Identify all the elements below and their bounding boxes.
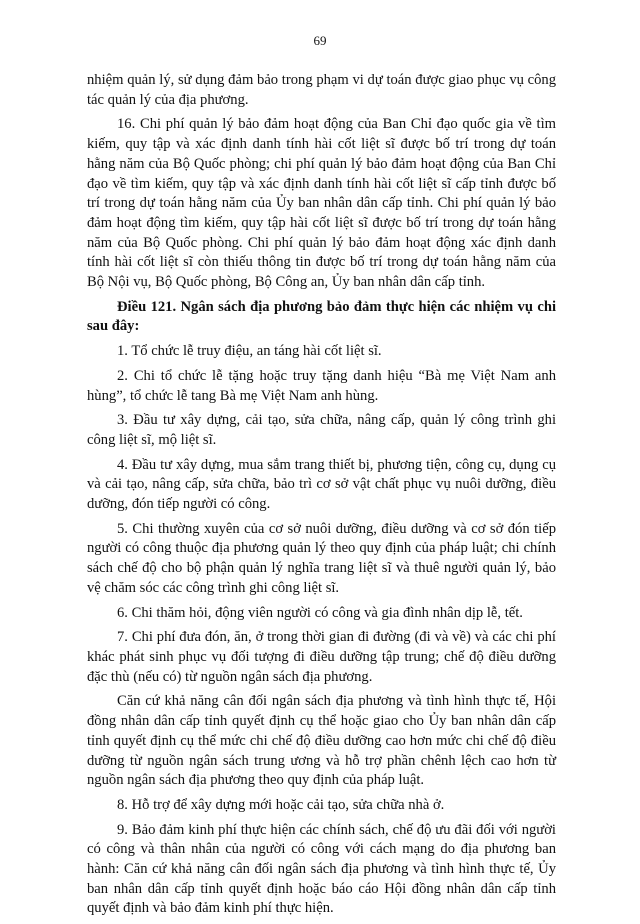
paragraph: 8. Hỗ trợ để xây dựng mới hoặc cải tạo, sửa chữa nhà ở.	[117, 796, 445, 813]
paragraph: 4. Đầu tư xây dựng, mua sắm trang thiết bị, phương tiện, công cụ, dụng cụ và cải tạo, nâng cấp, sửa chữa, bảo trì cơ sở vật chất phục vụ nuôi dưỡng, điều dưỡng, đón tiếp người có công.	[87, 456, 556, 513]
page-number: 69	[313, 33, 327, 48]
paragraph: 16. Chi phí quản lý bảo đảm hoạt động của Ban Chỉ đạo quốc gia về tìm kiếm, quy tập và xác định danh tính hài cốt liệt sĩ được bố trí trong dự toán hằng năm của Bộ Quốc phòng; chi phí quản lý bảo đảm hoạt động của Ban Chỉ đạo về tìm kiếm, quy tập và xác định danh tính hài cốt liệt sĩ cấp tỉnh được bố trí trong dự toán hằng năm của Ủy ban nhân dân cấp tỉnh. Chi phí quản lý bảo đảm hoạt động tìm kiếm, quy tập hài cốt liệt sĩ được bố trí trong dự toán hằng năm của Bộ Quốc phòng. Chi phí quản lý bảo đảm hoạt động xác định danh tính hài cốt liệt sĩ còn thiếu thông tin được bố trí trong dự toán hằng năm của Bộ Nội vụ, Bộ Quốc phòng, Bộ Công an, Ủy ban nhân dân cấp tỉnh.	[87, 116, 556, 291]
paragraph: 3. Đầu tư xây dựng, cải tạo, sửa chữa, nâng cấp, quản lý công trình ghi công liệt sĩ, mộ liệt sĩ.	[87, 412, 556, 448]
paragraph: 6. Chi thăm hỏi, động viên người có công và gia đình nhân dịp lễ, tết.	[117, 604, 523, 621]
paragraph: 1. Tổ chức lễ truy điệu, an táng hài cốt liệt sĩ.	[117, 343, 382, 360]
paragraph: 5. Chi thường xuyên của cơ sở nuôi dưỡng, điều dưỡng và cơ sở đón tiếp người có công thuộc địa phương quản lý theo quy định của pháp luật; chi chính sách chế độ cho bộ phận quản lý nghĩa trang liệt sĩ và thuê người quản lý, bảo vệ chăm sóc các công trình ghi công liệt sĩ.	[87, 520, 556, 596]
paragraph: Căn cứ khả năng cân đối ngân sách địa phương và tình hình thực tế, Hội đồng nhân dân cấp tỉnh quyết định cụ thể hoặc giao cho Ủy ban nhân dân cấp tỉnh quyết định cụ thể mức chi chế độ điều dưỡng cao hơn mức chi chế độ điều dưỡng từ nguồn ngân sách trung ương và hỗ trợ phần chênh lệch cao hơn từ nguồn ngân sách địa phương theo quy định của pháp luật.	[87, 693, 556, 789]
document-body	[87, 71, 556, 924]
article-heading: Điều 121. Ngân sách địa phương bảo đảm thực hiện các nhiệm vụ chi sau đây:	[87, 298, 556, 335]
paragraph: 2. Chi tổ chức lễ tặng hoặc truy tặng danh hiệu “Bà mẹ Việt Nam anh hùng”, tổ chức lễ tang Bà mẹ Việt Nam anh hùng.	[87, 367, 556, 404]
paragraph: nhiệm quản lý, sử dụng đảm bảo trong phạm vi dự toán được giao phục vụ công tác quản lý của địa phương.	[87, 72, 556, 108]
paragraph: 9. Bảo đảm kinh phí thực hiện các chính sách, chế độ ưu đãi đối với người có công và thân nhân của người có công với cách mạng do địa phương ban hành: Căn cứ khả năng cân đối ngân sách địa phương và tình hình thực tế, Ủy ban nhân dân cấp tỉnh quyết định hoặc báo cáo Hội đồng nhân dân cấp tỉnh quyết định và bảo đảm kinh phí thực hiện.	[87, 821, 556, 917]
paragraph: 7. Chi phí đưa đón, ăn, ở trong thời gian đi đường (đi và về) và các chi phí khác phát sinh phục vụ đối tượng đi điều dưỡng tập trung; chế độ điều dưỡng đặc thù (nếu có) từ nguồn ngân sách địa phương.	[87, 629, 556, 685]
